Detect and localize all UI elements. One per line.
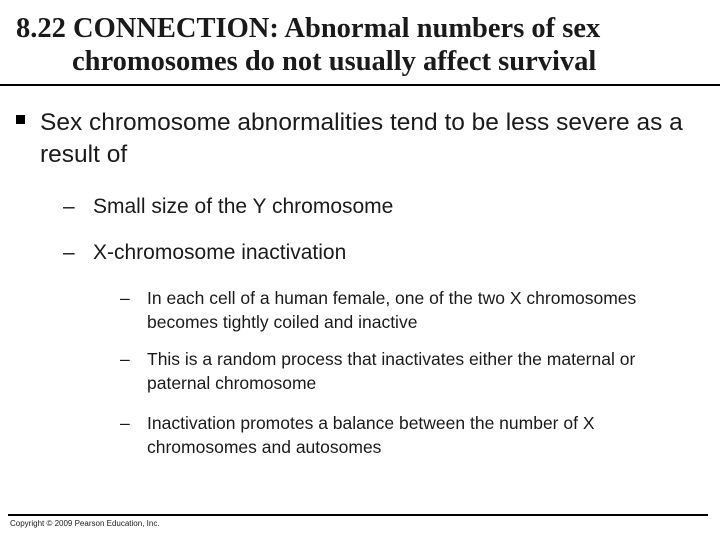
bullet-level-1-text: Sex chromosome abnormalities tend to be less severe as a result of	[40, 109, 683, 168]
sub-sub-bullet-1	[120, 286, 680, 334]
dash-bullet-icon: –	[63, 241, 75, 264]
footer-divider	[8, 514, 708, 516]
dash-bullet-icon: –	[120, 288, 130, 308]
dash-bullet-icon: –	[63, 195, 75, 218]
sub-sub-bullet-2	[120, 347, 680, 395]
dash-bullet-icon: –	[120, 413, 130, 433]
sub-bullet-2-text: X-chromosome inactivation	[93, 241, 347, 264]
sub-bullet-1	[63, 194, 683, 220]
sub-sub-bullet-3	[120, 411, 680, 459]
slide-title-line-1: 8.22 CONNECTION: Abnormal numbers of sex	[16, 13, 601, 44]
sub-sub-bullet-2-text: This is a random process that inactivates either the maternal or paternal chromosome	[147, 349, 636, 393]
sub-bullet-2	[63, 240, 683, 266]
bullet-level-1	[16, 107, 696, 171]
square-bullet-icon	[16, 115, 25, 124]
slide-title	[16, 12, 706, 78]
title-divider	[0, 84, 720, 86]
sub-sub-bullet-1-text: In each cell of a human female, one of the two X chromosomes becomes tightly coiled and inactive	[147, 288, 637, 332]
dash-bullet-icon: –	[120, 349, 130, 369]
slide-title-line-2: chromosomes do not usually affect survival	[72, 46, 597, 77]
sub-bullet-1-text: Small size of the Y chromosome	[93, 195, 394, 218]
sub-sub-bullet-3-text: Inactivation promotes a balance between the number of X chromosomes and autosomes	[147, 413, 595, 457]
copyright-footer: Copyright © 2009 Pearson Education, Inc.	[10, 519, 160, 528]
